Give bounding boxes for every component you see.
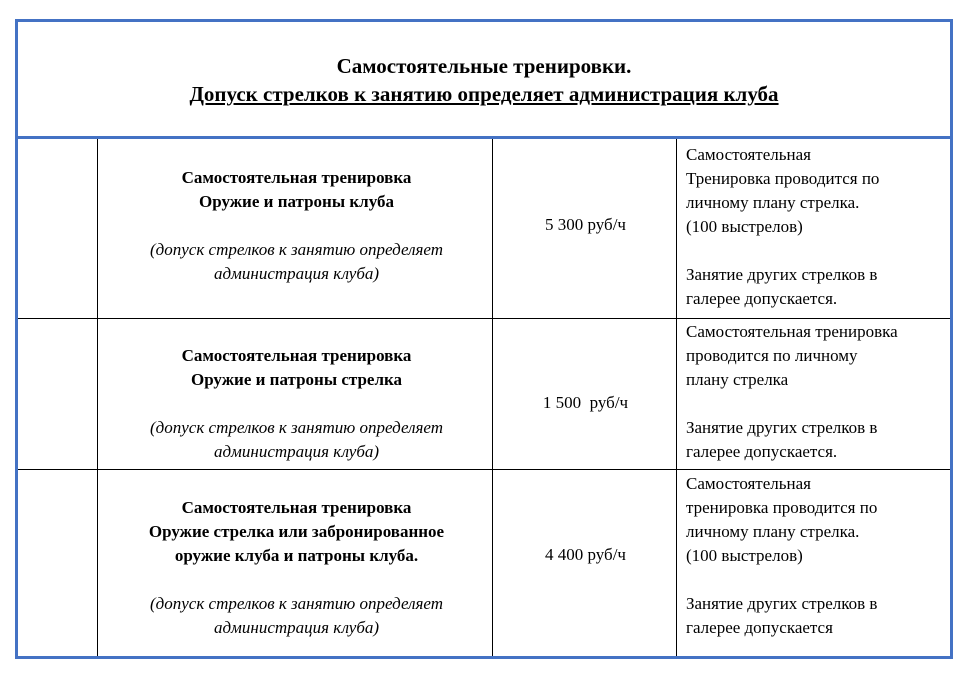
row-divider (18, 318, 950, 319)
admission-note: (допуск стрелков к занятию определяет администрация клуба) (150, 594, 443, 637)
session-title: Самостоятельная тренировка Оружие и патроны стрелка (181, 346, 412, 389)
description-cell: Самостоятельная Тренировка проводится по личному плану стрелка. (100 выстрелов) Занятие других стрелков в галерее допускается. (686, 145, 880, 308)
admission-note: (допуск стрелков к занятию определяет администрация клуба) (150, 240, 443, 283)
row-name-cell (99, 344, 494, 464)
page-title: Самостоятельные тренировки. (336, 54, 632, 78)
price-table (15, 19, 953, 659)
description-cell: Самостоятельная тренировка проводится по личному плану стрелка Занятие других стрелков в галерее допускается. (686, 322, 898, 461)
row-name-cell (99, 166, 494, 286)
session-title: Самостоятельная тренировка Оружие стрелка или забронированное оружие клуба и патроны клуба. (148, 498, 445, 565)
session-title: Самостоятельная тренировка Оружие и патроны клуба (181, 168, 412, 211)
price-cell: 4 400 руб/ч (545, 545, 626, 564)
column-divider (97, 139, 98, 656)
description-cell: Самостоятельная тренировка проводится по личному плану стрелка. (100 выстрелов) Занятие других стрелков в галерее допускается (686, 474, 878, 637)
row-divider (18, 469, 950, 470)
page-subtitle: Допуск стрелков к занятию определяет администрация клуба (189, 82, 779, 106)
row-name-cell (99, 496, 494, 640)
price-cell: 1 500 руб/ч (542, 393, 629, 412)
admission-note: (допуск стрелков к занятию определяет администрация клуба) (150, 418, 443, 461)
table-header (18, 22, 950, 139)
price-cell: 5 300 руб/ч (545, 215, 626, 234)
